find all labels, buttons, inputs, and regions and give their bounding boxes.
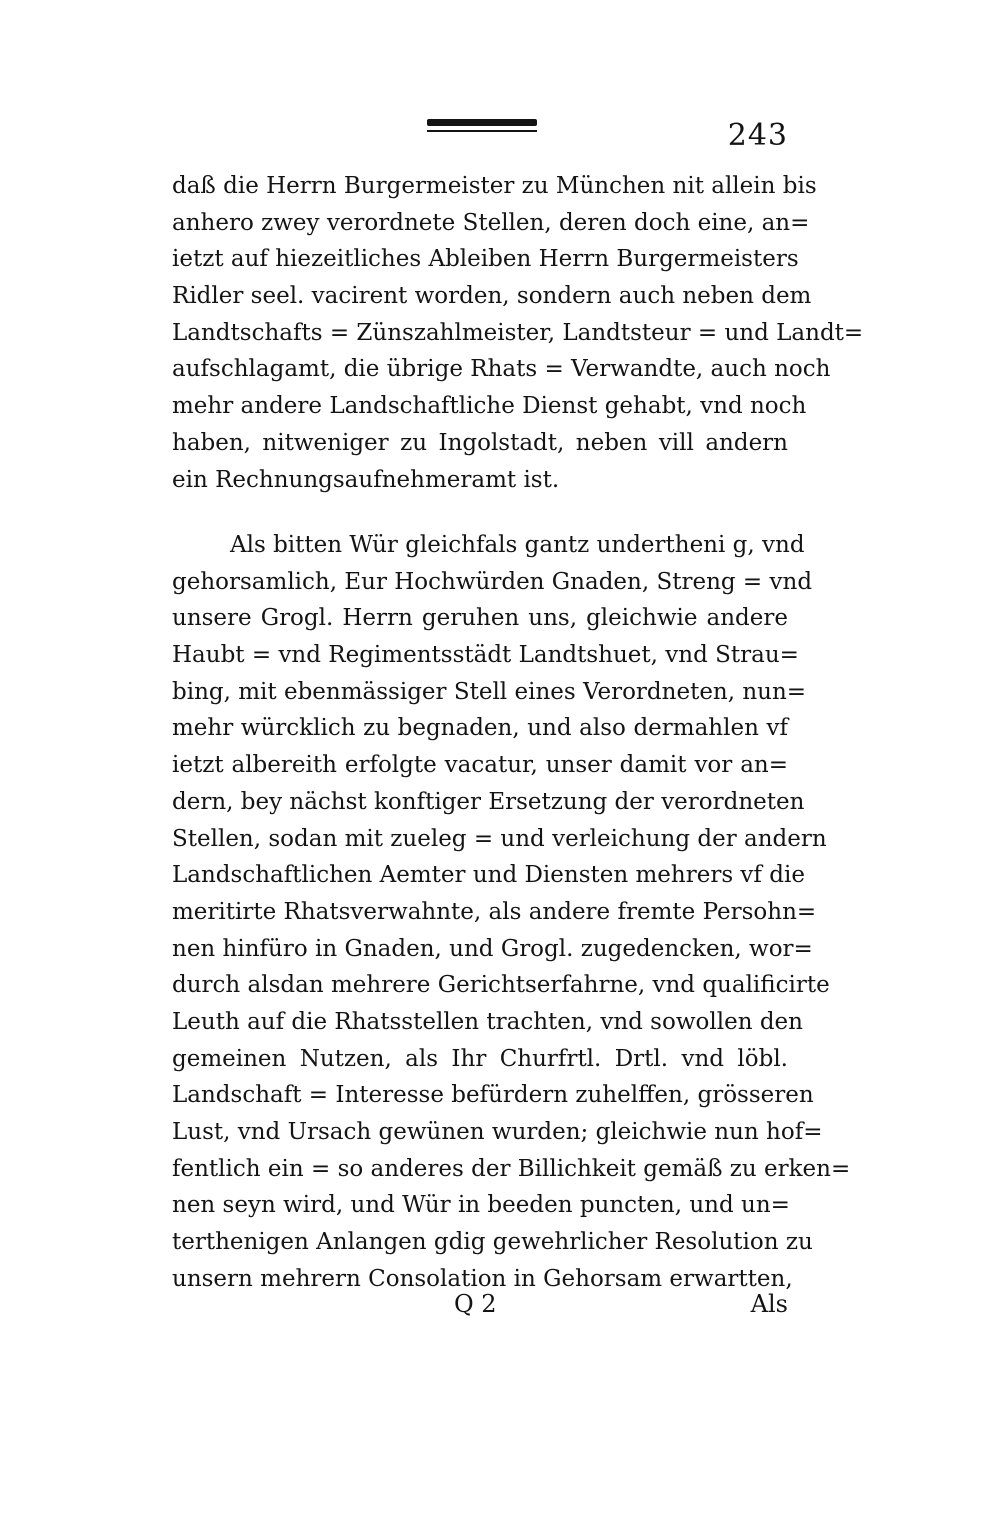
signature-mark: Q 2 <box>454 1290 497 1318</box>
text-line: Leuth auf die Rhatsstellen trachten, vnd sowollen den <box>172 1008 803 1035</box>
text-line: mehr andere Landschaftliche Dienst gehabt, vnd noch <box>172 393 807 420</box>
text-line: unsere Grogl. Herrn geruhen uns, gleichwie andere <box>172 605 788 632</box>
text-line: Haubt = vnd Regimentsstädt Landtshuet, vnd Strau= <box>172 642 799 669</box>
text-line: mehr würcklich zu begnaden, und also dermahlen vf <box>172 715 788 742</box>
text-line: anhero zwey verordnete Stellen, deren doch eine, an= <box>172 209 810 236</box>
paragraph-1 <box>172 168 864 498</box>
text-line: gemeinen Nutzen, als Ihr Churfrtl. Drtl. vnd löbl. <box>172 1045 788 1072</box>
text-line: ietzt albereith erfolgte vacatur, unser damit vor an= <box>172 752 788 779</box>
text-line: terthenigen Anlangen gdig gewehrlicher Resolution zu <box>172 1229 813 1256</box>
header-rule <box>427 119 537 132</box>
text-line: haben, nitweniger zu Ingolstadt, neben vill andern <box>172 429 788 456</box>
text-line: Landschaft = Interesse befürdern zuhelffen, grösseren <box>172 1082 814 1109</box>
header-rule-thin <box>427 130 537 132</box>
text-line: unsern mehrern Consolation in Gehorsam erwartten, <box>172 1265 793 1292</box>
text-line: Lust, vnd Ursach gewünen wurden; gleichwie nun hof= <box>172 1119 823 1145</box>
text-line: daß die Herrn Burgermeister zu München nit allein bis <box>172 173 817 199</box>
text-line: dern, bey nächst konftiger Ersetzung der verordneten <box>172 788 805 815</box>
text-line: Landschaftlichen Aemter und Diensten mehrers vf die <box>172 862 805 889</box>
text-line: Ridler seel. vacirent worden, sondern auch neben dem <box>172 283 812 310</box>
text-line: Als bitten Wür gleichfals gantz undertheni g, vnd <box>230 532 805 558</box>
text-line: meritirte Rhatsverwahnte, als andere fremte Persohn= <box>172 898 817 925</box>
page-number: 243 <box>727 118 788 153</box>
text-line: fentlich ein = so anderes der Billichkeit gemäß zu erken= <box>172 1155 851 1182</box>
text-line: ietzt auf hiezeitliches Ableiben Herrn Burgermeisters <box>172 246 799 273</box>
text-line: bing, mit ebenmässiger Stell eines Verordneten, nun= <box>172 678 807 705</box>
text-line: nen hinfüro in Gnaden, und Grogl. zugedencken, wor= <box>172 935 813 962</box>
header-rule-thick <box>427 119 537 126</box>
paragraph-2 <box>172 527 851 1297</box>
text-line: Landtschafts = Zünszahlmeister, Landtsteur = und Landt= <box>172 319 864 346</box>
text-line: ein Rechnungsaufnehmeramt ist. <box>172 466 560 493</box>
catchword: Als <box>750 1290 788 1318</box>
text-line: Stellen, sodan mit zueleg = und verleichung der andern <box>172 825 827 852</box>
text-line: nen seyn wird, und Wür in beeden puncten, und un= <box>172 1192 790 1219</box>
page-footer <box>172 1290 788 1330</box>
text-line: aufschlagamt, die übrige Rhats = Verwandte, auch noch <box>172 356 831 383</box>
text-line: gehorsamlich, Eur Hochwürden Gnaden, Streng = vnd <box>172 568 813 595</box>
text-line: durch alsdan mehrere Gerichtserfahrne, vnd qualificirte <box>172 972 830 999</box>
